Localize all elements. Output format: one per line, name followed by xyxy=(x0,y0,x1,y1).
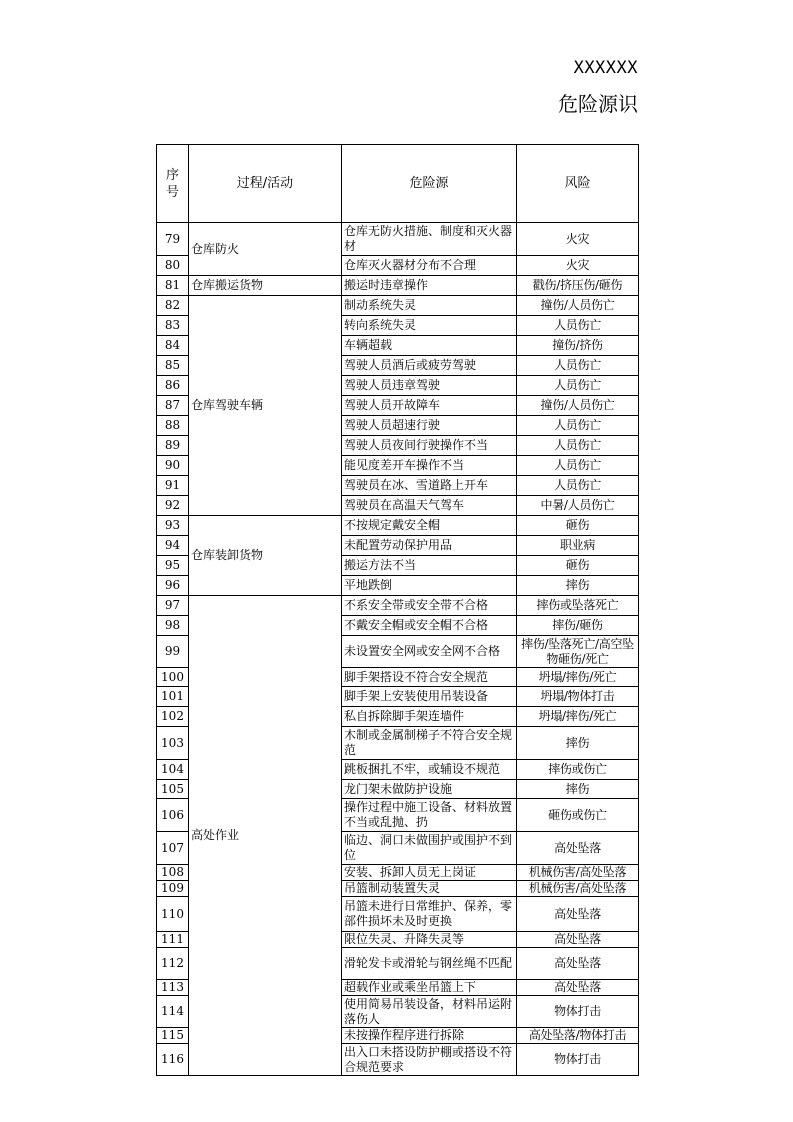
risk-cell: 人员伤亡 xyxy=(517,456,639,476)
header-no: 序号 xyxy=(157,145,189,223)
risk-cell: 摔伤 xyxy=(517,780,639,799)
hazard-cell: 滑轮发卡或滑轮与钢丝绳不匹配 xyxy=(342,948,517,980)
process-cell: 仓库驾驶车辆 xyxy=(189,296,342,516)
process-cell: 仓库防火 xyxy=(189,223,342,276)
table-row xyxy=(157,276,639,296)
hazard-cell: 不系安全带或安全带不合格 xyxy=(342,596,517,616)
risk-cell: 高处坠落 xyxy=(517,832,639,865)
document-title: 危险源识 xyxy=(558,92,638,116)
risk-cell: 机械伤害/高处坠落 xyxy=(517,865,639,881)
table-row xyxy=(157,596,639,616)
table-row xyxy=(157,516,639,536)
row-number: 90 xyxy=(157,456,189,476)
hazard-cell: 临边、洞口未做围护或围护不到位 xyxy=(342,832,517,865)
row-number: 112 xyxy=(157,948,189,980)
row-number: 110 xyxy=(157,897,189,932)
hazard-cell: 未设置安全网或安全网不合格 xyxy=(342,636,517,668)
hazard-cell: 私自拆除脚手架连墙件 xyxy=(342,707,517,727)
risk-cell: 摔伤 xyxy=(517,576,639,596)
hazard-cell: 车辆超载 xyxy=(342,336,517,356)
risk-cell: 人员伤亡 xyxy=(517,436,639,456)
risk-cell: 机械伤害/高处坠落 xyxy=(517,881,639,897)
hazard-cell: 驾驶人员超速行驶 xyxy=(342,416,517,436)
row-number: 105 xyxy=(157,780,189,799)
hazard-cell: 驾驶员在冰、雪道路上开车 xyxy=(342,476,517,496)
risk-cell: 火灾 xyxy=(517,223,639,256)
hazard-cell: 使用简易吊装设备，材料吊运附落伤人 xyxy=(342,996,517,1028)
hazard-cell: 出入口未搭设防护棚或搭设不符合规范要求 xyxy=(342,1044,517,1076)
hazard-cell: 未配置劳动保护用品 xyxy=(342,536,517,556)
row-number: 96 xyxy=(157,576,189,596)
hazard-cell: 平地跌倒 xyxy=(342,576,517,596)
risk-cell: 撞伤/人员伤亡 xyxy=(517,296,639,316)
risk-cell: 物体打击 xyxy=(517,1044,639,1076)
row-number: 108 xyxy=(157,865,189,881)
row-number: 81 xyxy=(157,276,189,296)
risk-cell: 职业病 xyxy=(517,536,639,556)
risk-cell: 摔伤或坠落死亡 xyxy=(517,596,639,616)
risk-cell: 坍塌/摔伤/死亡 xyxy=(517,707,639,727)
risk-cell: 砸伤 xyxy=(517,516,639,536)
table-row xyxy=(157,223,639,256)
row-number: 104 xyxy=(157,760,189,780)
row-number: 79 xyxy=(157,223,189,256)
hazard-cell: 驾驶人员违章驾驶 xyxy=(342,376,517,396)
hazard-table xyxy=(156,144,639,1076)
hazard-cell: 搬运时违章操作 xyxy=(342,276,517,296)
row-number: 93 xyxy=(157,516,189,536)
hazard-cell: 能见度差开车操作不当 xyxy=(342,456,517,476)
risk-cell: 高处坠落 xyxy=(517,948,639,980)
risk-cell: 摔伤/坠落死亡/高空坠物砸伤/死亡 xyxy=(517,636,639,668)
row-number: 98 xyxy=(157,616,189,636)
hazard-cell: 仓库灭火器材分布不合理 xyxy=(342,256,517,276)
risk-cell: 高处坠落/物体打击 xyxy=(517,1028,639,1044)
row-number: 113 xyxy=(157,980,189,996)
hazard-cell: 不戴安全帽或安全帽不合格 xyxy=(342,616,517,636)
row-number: 95 xyxy=(157,556,189,576)
process-cell: 仓库装卸货物 xyxy=(189,516,342,596)
hazard-cell: 驾驶人员开故障车 xyxy=(342,396,517,416)
risk-cell: 火灾 xyxy=(517,256,639,276)
risk-cell: 人员伤亡 xyxy=(517,316,639,336)
risk-cell: 物体打击 xyxy=(517,996,639,1028)
hazard-cell: 木制或金属制梯子不符合安全规范 xyxy=(342,727,517,760)
table-header-row xyxy=(157,145,639,223)
risk-cell: 摔伤/砸伤 xyxy=(517,616,639,636)
risk-cell: 撞伤/人员伤亡 xyxy=(517,396,639,416)
hazard-cell: 不按规定戴安全帽 xyxy=(342,516,517,536)
header-hazard: 危险源 xyxy=(342,145,517,223)
document-code: XXXXXX xyxy=(573,58,638,78)
row-number: 91 xyxy=(157,476,189,496)
header-risk: 风险 xyxy=(517,145,639,223)
row-number: 88 xyxy=(157,416,189,436)
row-number: 102 xyxy=(157,707,189,727)
hazard-cell: 跳板捆扎不牢，或辅设不规范 xyxy=(342,760,517,780)
row-number: 84 xyxy=(157,336,189,356)
risk-cell: 摔伤或伤亡 xyxy=(517,760,639,780)
row-number: 94 xyxy=(157,536,189,556)
risk-cell: 砸伤或伤亡 xyxy=(517,799,639,832)
row-number: 86 xyxy=(157,376,189,396)
risk-cell: 坍塌/摔伤/死亡 xyxy=(517,668,639,687)
row-number: 114 xyxy=(157,996,189,1028)
header-process: 过程/活动 xyxy=(189,145,342,223)
row-number: 82 xyxy=(157,296,189,316)
row-number: 85 xyxy=(157,356,189,376)
hazard-cell: 仓库无防火措施、制度和灭火器材 xyxy=(342,223,517,256)
hazard-cell: 转向系统失灵 xyxy=(342,316,517,336)
hazard-cell: 搬运方法不当 xyxy=(342,556,517,576)
risk-cell: 撞伤/挤伤 xyxy=(517,336,639,356)
risk-cell: 高处坠落 xyxy=(517,897,639,932)
row-number: 89 xyxy=(157,436,189,456)
row-number: 92 xyxy=(157,496,189,516)
row-number: 115 xyxy=(157,1028,189,1044)
row-number: 99 xyxy=(157,636,189,668)
row-number: 83 xyxy=(157,316,189,336)
hazard-cell: 驾驶员在高温天气驾车 xyxy=(342,496,517,516)
row-number: 100 xyxy=(157,668,189,687)
row-number: 107 xyxy=(157,832,189,865)
row-number: 101 xyxy=(157,687,189,707)
row-number: 87 xyxy=(157,396,189,416)
hazard-cell: 驾驶人员夜间行驶操作不当 xyxy=(342,436,517,456)
hazard-cell: 限位失灵、升降失灵等 xyxy=(342,932,517,948)
row-number: 106 xyxy=(157,799,189,832)
risk-cell: 人员伤亡 xyxy=(517,356,639,376)
risk-cell: 中暑/人员伤亡 xyxy=(517,496,639,516)
row-number: 116 xyxy=(157,1044,189,1076)
row-number: 97 xyxy=(157,596,189,616)
risk-cell: 高处坠落 xyxy=(517,980,639,996)
hazard-cell: 吊篮未进行日常维护、保养，零部件损坏未及时更换 xyxy=(342,897,517,932)
process-cell: 仓库搬运货物 xyxy=(189,276,342,296)
hazard-cell: 未按操作程序进行拆除 xyxy=(342,1028,517,1044)
risk-cell: 戳伤/挤压伤/砸伤 xyxy=(517,276,639,296)
row-number: 109 xyxy=(157,881,189,897)
row-number: 80 xyxy=(157,256,189,276)
risk-cell: 人员伤亡 xyxy=(517,416,639,436)
hazard-cell: 龙门架未做防护设施 xyxy=(342,780,517,799)
process-cell: 高处作业 xyxy=(189,596,342,1076)
hazard-cell: 吊篮制动装置失灵 xyxy=(342,881,517,897)
row-number: 111 xyxy=(157,932,189,948)
row-number: 103 xyxy=(157,727,189,760)
risk-cell: 人员伤亡 xyxy=(517,476,639,496)
risk-cell: 高处坠落 xyxy=(517,932,639,948)
risk-cell: 坍塌/物体打击 xyxy=(517,687,639,707)
hazard-cell: 脚手架搭设不符合安全规范 xyxy=(342,668,517,687)
table-row xyxy=(157,296,639,316)
hazard-cell: 操作过程中施工设备、材料放置不当或乱抛、扔 xyxy=(342,799,517,832)
hazard-cell: 超载作业或乘坐吊篮上下 xyxy=(342,980,517,996)
risk-cell: 砸伤 xyxy=(517,556,639,576)
hazard-cell: 脚手架上安装使用吊装设备 xyxy=(342,687,517,707)
risk-cell: 摔伤 xyxy=(517,727,639,760)
hazard-cell: 制动系统失灵 xyxy=(342,296,517,316)
hazard-cell: 驾驶人员酒后或疲劳驾驶 xyxy=(342,356,517,376)
risk-cell: 人员伤亡 xyxy=(517,376,639,396)
hazard-cell: 安装、拆卸人员无上岗证 xyxy=(342,865,517,881)
